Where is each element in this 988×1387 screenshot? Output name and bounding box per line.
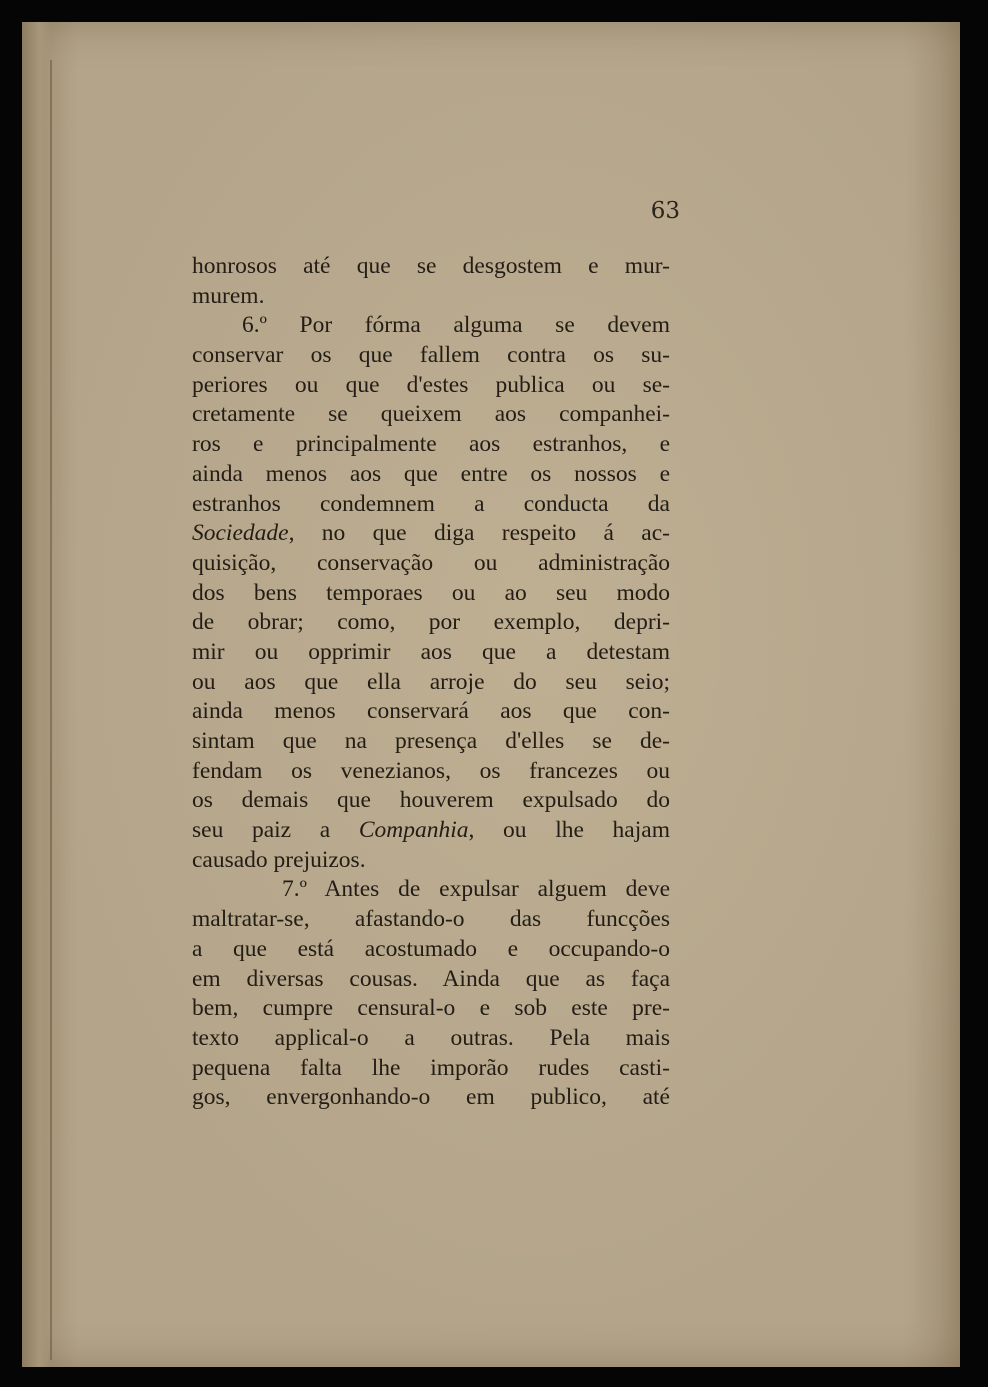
text-line: a que está acostumado e occupando-o [192,935,670,962]
text-line-with-italic [192,816,670,846]
text-line-start: seu paiz a [192,817,359,844]
text-line: periores ou que d'estes publica ou se- [192,371,670,398]
text-line: ou aos que ella arroje do seu seio; [192,668,670,695]
text-line: mir ou opprimir aos que a detestam [192,638,670,665]
text-line: dos bens temporaes ou ao seu modo [192,579,670,606]
gutter-fold-line [50,60,52,1360]
text-line: em diversas cousas. Ainda que as faça [192,965,670,992]
page-number: 63 [650,198,680,224]
text-line: murem. [192,282,265,309]
text-line: ainda menos aos que entre os nossos e [192,460,670,487]
text-line: ros e principalmente aos estranhos, e [192,431,670,458]
text-line: cretamente se queixem aos companhei- [192,401,670,428]
text-line: sintam que na presença d'elles se de- [192,728,670,754]
text-line: os demais que houverem expulsado do [192,787,670,814]
text-line: causado prejuizos. [192,846,366,873]
body-text [192,252,670,1113]
italic-word-companhia: Companhia [358,817,469,844]
text-line: estranhos condemnem a conducta da [192,490,670,517]
text-line-rest: , no que diga respeito á ac- [288,520,670,547]
text-line: conservar os que fallem contra os su- [192,342,670,369]
text-line: pequena falta lhe imporão rudes casti- [192,1054,670,1081]
text-line: ainda menos conservará aos que con- [192,698,670,725]
text-line: 7.º Antes de expulsar alguem deve [282,876,670,903]
page-gutter [22,22,52,1367]
text-line: honrosos até que se desgostem e mur- [192,253,670,279]
text-line: maltratar-se, afastando-o das funcções [192,906,670,933]
text-line-with-italic [192,519,670,549]
italic-word-sociedade: Sociedade [192,520,289,547]
text-line: gos, envergonhando-o em publico, até [192,1084,670,1111]
text-line: texto applical-o a outras. Pela mais [192,1024,670,1051]
text-line: fendam os venezianos, os francezes ou [192,757,670,784]
text-line-rest: , ou lhe hajam [468,817,670,844]
text-line: quisição, conservação ou administração [192,549,670,576]
text-line: de obrar; como, por exemplo, depri- [192,609,670,636]
text-line: 6.º Por fórma alguma se devem [242,312,670,339]
text-line: bem, cumpre censural-o e sob este pre- [192,995,670,1022]
